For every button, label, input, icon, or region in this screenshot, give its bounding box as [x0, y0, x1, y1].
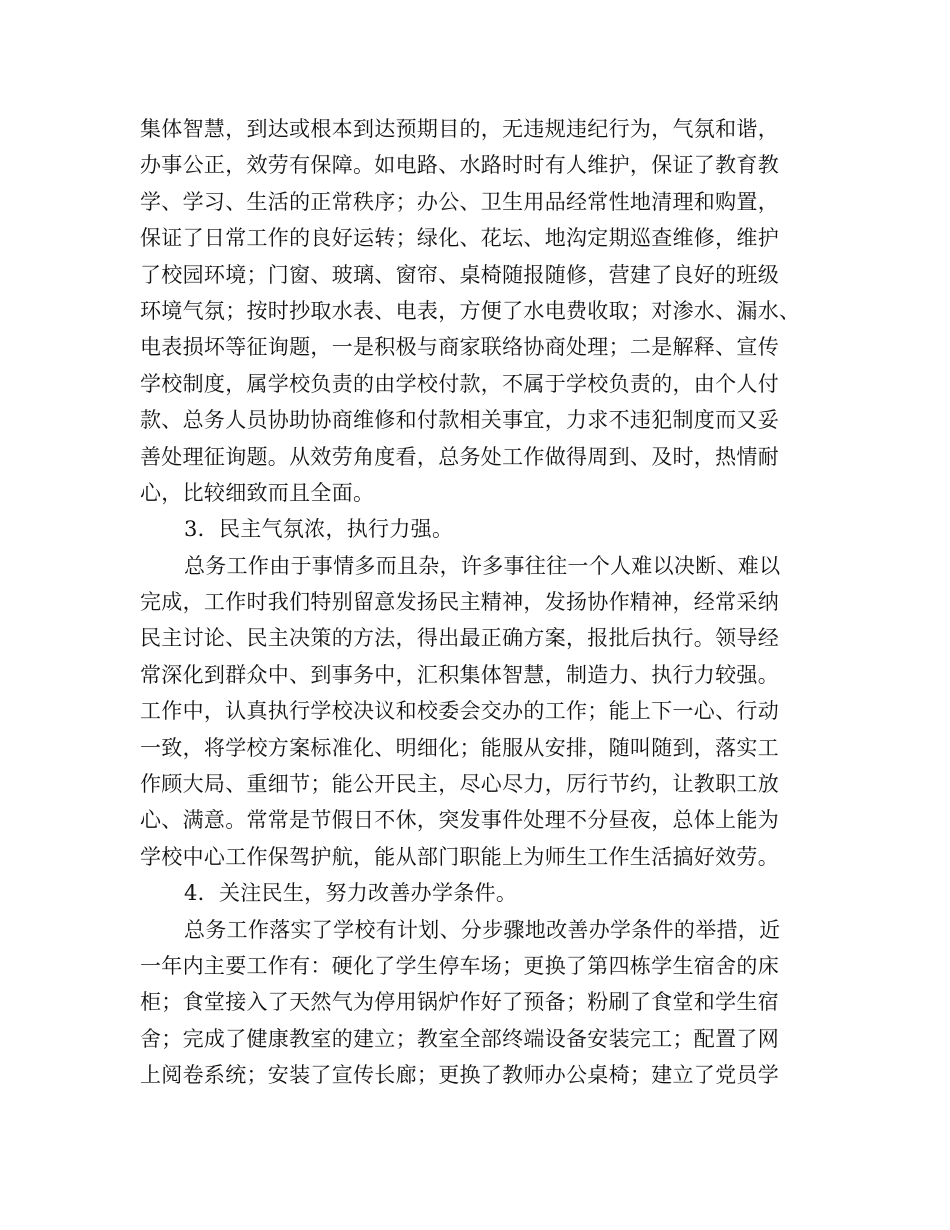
text-line: 保证了日常工作的良好运转；绿化、花坛、地沟定期巡查维修，维护: [140, 226, 779, 251]
text-line: 舍；完成了健康教室的建立；教室全部终端设备安装完工；配置了网: [140, 1026, 779, 1051]
paragraph-first-line: 总务工作落实了学校有计划、分步骤地改善办学条件的举措，近: [184, 917, 781, 942]
text-line: 办事公正，效劳有保障。如电路、水路时时有人维护，保证了教育教: [140, 153, 779, 178]
text-line: 学、学习、生活的正常秩序；办公、卫生用品经常性地清理和购置，: [140, 189, 779, 214]
text-line: 民主讨论、民主决策的方法，得出最正确方案，报批后执行。领导经: [140, 626, 779, 651]
paragraph-first-line: 总务工作由于事情多而且杂，许多事往往一个人难以决断、难以: [184, 553, 781, 578]
text-line: 环境气氛；按时抄取水表、电表，方便了水电费收取；对渗水、漏水、: [140, 298, 801, 323]
text-line: 心、满意。常常是节假日不休，突发事件处理不分昼夜，总体上能为: [140, 808, 779, 833]
text-line: 一致，将学校方案标准化、明细化；能服从安排，随叫随到，落实工: [140, 735, 779, 760]
section-heading: 3．民主气氛浓，执行力强。: [184, 517, 454, 542]
text-line: 上阅卷系统；安装了宣传长廊；更换了教师办公桌椅；建立了党员学: [140, 1063, 779, 1088]
text-line: 一年内主要工作有：硬化了学生停车场；更换了第四栋学生宿舍的床: [140, 953, 779, 978]
text-line: 常深化到群众中、到事务中，汇积集体智慧，制造力、执行力较强。: [140, 662, 779, 687]
text-line: 电表损坏等征询题，一是积极与商家联络协商处理；二是解释、宣传: [140, 335, 779, 360]
text-line: 了校园环境；门窗、玻璃、窗帘、桌椅随报随修，营建了良好的班级: [140, 262, 779, 287]
document-body-text: [140, 111, 830, 1094]
text-line: 完成，工作时我们特别留意发扬民主精神，发扬协作精神，经常采纳: [140, 590, 779, 615]
text-line: 款、总务人员协助协商维修和付款相关事宜，力求不违犯制度而又妥: [140, 408, 779, 433]
text-line: 集体智慧，到达或根本到达预期目的，无违规违纪行为，气氛和谐，: [140, 117, 779, 141]
text-line: 柜；食堂接入了天然气为停用锅炉作好了预备；粉刷了食堂和学生宿: [140, 990, 779, 1015]
text-line: 作顾大局、重细节；能公开民主，尽心尽力，厉行节约，让教职工放: [140, 772, 779, 797]
text-line: 学校制度，属学校负责的由学校付款，不属于学校负责的，由个人付: [140, 371, 779, 396]
text-line: 学校中心工作保驾护航，能从部门职能上为师生工作生活搞好效劳。: [140, 844, 779, 869]
section-heading: 4．关注民生，努力改善办学条件。: [184, 881, 518, 906]
text-line: 工作中，认真执行学校决议和校委会交办的工作；能上下一心、行动: [140, 699, 779, 724]
text-line: 心，比较细致而且全面。: [140, 480, 375, 505]
text-line: 善处理征询题。从效劳角度看，总务处工作做得周到、及时，热情耐: [140, 444, 779, 469]
